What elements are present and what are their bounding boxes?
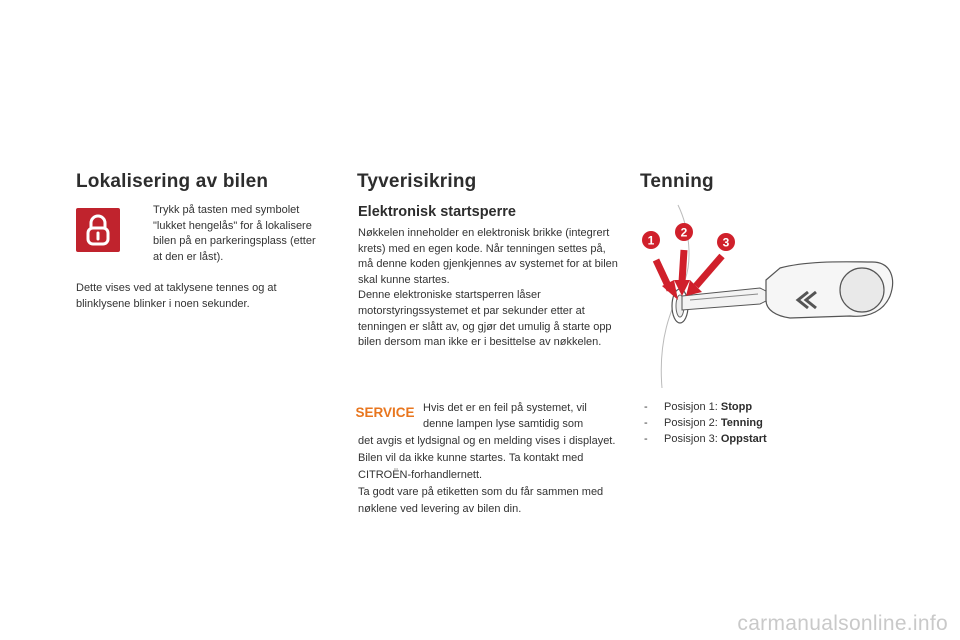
ignition-positions-list [644,399,767,447]
lock-instruction: Trykk på tasten med symbolet "lukket hengelås" for å lokalisere bilen på en parkeringsplass (etter at den er låst). [153,204,316,263]
padlock-closed-icon [76,208,120,252]
list-item: - Posisjon 2: Tenning [644,417,763,429]
list-item: - Posisjon 1: Stopp [644,401,753,413]
list-item: - Posisjon 3: Oppstart [644,433,767,445]
immobiliser-description: Nøkkelen inneholder en elektronisk brikke (integrert krets) med en egen kode. Når tenningen settes på, må denne koden gjenkjennes av systemet for at bilen skal kunne startes. Denne elektroniske startsperren låser motorstyringssystemet et par sekunder etter at tenningen er slått av, og gjør det umulig å starte opp bilen dersom man ikke er i besittelse av nøkkelen. [358,227,618,349]
section-title-antitheft: Tyverisikring [357,171,477,192]
section-title-location: Lokalisering av bilen [76,171,269,192]
watermark: carmanualsonline.info [737,612,948,635]
service-warning-icon [355,404,415,420]
service-label: SERVICE [355,405,415,420]
lock-button-icon [76,208,120,252]
section-title-ignition: Tenning [640,171,714,192]
svg-text:3: 3 [722,235,730,250]
svg-text:2: 2 [680,225,688,240]
subsection-title-immobiliser: Elektronisk startsperre [358,204,516,220]
service-warning-text-continued: det avgis et lydsignal og en melding vises i displayet. Bilen vil da ikke kunne startes. Ta kontakt med CITROËN-forhandlernett. Ta godt vare på etiketten som du får sammen med nøklene ved levering av bilen din. [358,435,616,515]
lock-note: Dette vises ved at taklysene tennes og at blinklysene blinker i noen sekunder. [76,282,277,310]
ignition-key-illustration [640,200,900,390]
svg-text:1: 1 [647,233,655,248]
service-warning-text: Hvis det er en feil på systemet, vil denne lampen lyse samtidig som [423,402,587,430]
